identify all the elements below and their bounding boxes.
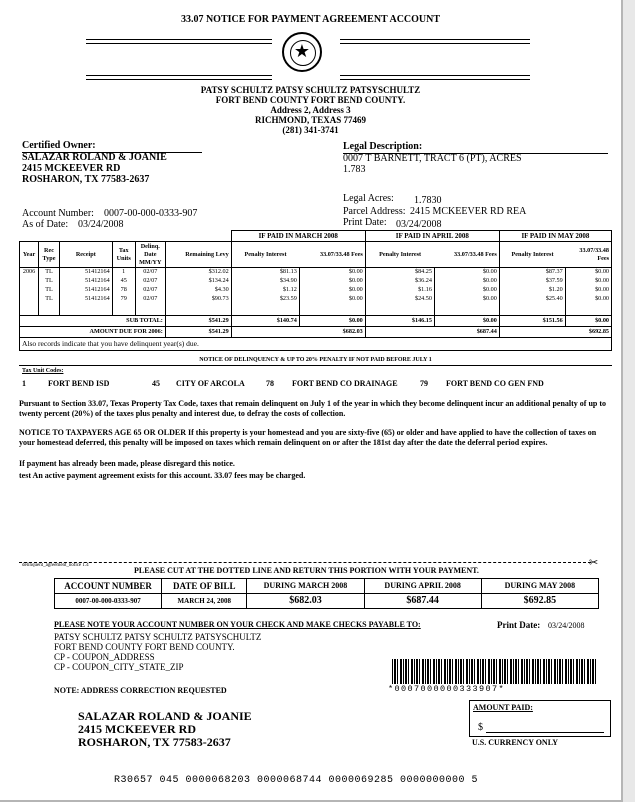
subtotal-apr-fee: $0.00 [434, 316, 499, 327]
tax-unit-name: CITY OF ARCOLA [176, 379, 245, 388]
owner-city: ROSHARON, TX 77583-2637 [22, 174, 150, 185]
payee-block [54, 632, 261, 672]
coupon-account: 0007-00-000-0333-907 [55, 594, 162, 609]
subtotal-mar-fee: $0.00 [299, 316, 365, 327]
tax-unit-name: FORT BEND CO DRAINAGE [292, 379, 398, 388]
col-rec-type: Rec Type [39, 242, 60, 268]
tax-row [20, 268, 612, 277]
amount-paid-label: AMOUNT PAID: [473, 703, 533, 712]
tax-cell-date: 02/07 [135, 277, 165, 286]
legal-acres-value: 1.7830 [414, 195, 442, 206]
col-mar-fees: 33.07/33.48 Fees [299, 242, 365, 268]
account-barcode [392, 659, 597, 684]
address-correction-note: NOTE: ADDRESS CORRECTION REQUESTED [54, 686, 227, 695]
tax-cell-may-fee: $0.00 [565, 295, 611, 304]
seal-rule-right [340, 75, 530, 80]
delinquency-rule [19, 365, 612, 366]
subtotal-levy: $541.29 [165, 316, 231, 327]
subtotal-mar-pi: $140.74 [231, 316, 299, 327]
mail-name: SALAZAR ROLAND & JOANIE [78, 709, 252, 723]
payment-coupon-table [54, 578, 599, 609]
print-date-label: Print Date: [343, 217, 387, 228]
as-of-date-label: As of Date: [22, 219, 69, 230]
coupon-header-row [55, 579, 599, 594]
tax-cell-may-fee: $0.00 [565, 286, 611, 295]
parcel-address-value: 2415 MCKEEVER RD REA [410, 206, 527, 217]
coupon-h-april: DURING APRIL 2008 [364, 579, 481, 594]
tax-cell-may-pi: $87.37 [499, 268, 565, 277]
tax-cell-may-pi: $1.20 [499, 286, 565, 295]
owner-block [22, 152, 167, 185]
legal-line-1: 0007 T BARNETT, TRACT 6 (PT), ACRES [343, 153, 522, 164]
tax-cell-type: TL [39, 277, 60, 286]
tax-cell-levy: $312.02 [165, 268, 231, 277]
subtotal-row [20, 316, 612, 327]
account-number-label: Account Number: [22, 208, 94, 219]
col-year: Year [20, 242, 39, 268]
tax-cell-mar-pi: $81.13 [231, 268, 299, 277]
tax-cell-year [20, 286, 39, 295]
tax-cell-year [20, 295, 39, 304]
tax-cell-mar-fee: $0.00 [299, 286, 365, 295]
tax-unit-codes-list [22, 379, 612, 388]
tax-cell-apr-fee: $0.00 [434, 295, 499, 304]
coupon-h-account: ACCOUNT NUMBER [55, 579, 162, 594]
star-icon: ★ [293, 41, 311, 61]
paid-already-note: If payment has already been made, please disregard this notice. [19, 459, 235, 468]
col-receipt: Receipt [59, 242, 112, 268]
tax-unit-code: 79 [420, 379, 428, 388]
subtotal-label: SUB TOTAL: [20, 316, 166, 327]
over-65-heading: NOTICE TO TAXPAYERS AGE 65 OR OLDER [19, 428, 187, 437]
amount-due-may: $692.85 [499, 327, 611, 338]
cut-instruction: PLEASE CUT AT THE DOTTED LINE AND RETURN THIS PORTION WITH YOUR PAYMENT. [134, 566, 479, 575]
col-may-penalty: Penalty Interest [499, 242, 565, 268]
title-rule-left [86, 39, 272, 44]
tax-detail-table [19, 230, 612, 351]
tax-cell-receipt: 51412164 [59, 268, 112, 277]
coupon-print-date-label: Print Date: [497, 620, 541, 630]
tax-cell-unit: 79 [112, 295, 135, 304]
mail-city: ROSHARON, TX 77583-2637 [78, 735, 231, 749]
owner-label: Certified Owner: [22, 140, 96, 151]
amount-due-label: AMOUNT DUE FOR 2006: [20, 327, 166, 338]
currency-note: U.S. CURRENCY ONLY [472, 738, 559, 747]
tax-unit-code: 78 [266, 379, 274, 388]
tax-cell-mar-pi: $23.59 [231, 295, 299, 304]
tax-cell-mar-pi: $34.90 [231, 277, 299, 286]
mail-address: 2415 MCKEEVER RD [78, 722, 197, 736]
cut-dotted-line [19, 562, 591, 563]
parcel-address-label: Parcel Address: [343, 206, 406, 217]
tax-cell-mar-pi: $1.12 [231, 286, 299, 295]
subtotal-apr-pi: $146.15 [365, 316, 434, 327]
payee-line-3: CP - COUPON_ADDRESS [54, 652, 155, 662]
tax-cell-receipt: 51412164 [59, 277, 112, 286]
office-county: FORT BEND COUNTY FORT BEND COUNTY. [215, 95, 406, 105]
office-phone: (281) 341-3741 [282, 125, 339, 135]
col-delinq-date: Delinq. Date MM/YY [135, 242, 165, 268]
tax-unit-name: FORT BEND CO GEN FND [446, 379, 544, 388]
tax-unit-codes-label: Tax Unit Codes: [22, 368, 64, 374]
coupon-may: $692.85 [481, 594, 598, 609]
seal-rule-left [86, 75, 272, 80]
amount-due-april: $687.44 [365, 327, 499, 338]
subtotal-may-pi: $151.56 [499, 316, 565, 327]
office-address: Address 2, Address 3 [270, 105, 351, 115]
tax-cell-may-pi: $37.59 [499, 277, 565, 286]
coupon-date: MARCH 24, 2008 [162, 594, 247, 609]
tax-cell-levy: $4.30 [165, 286, 231, 295]
over-65-body: If this property is your homestead and you are sixty-five (65) or older and have applied to have the collection of taxes on your homestead deferred, this penalty will be imposed on taxes which remain delinquent on or after the 181st day after the date the deferral period expires. [19, 428, 597, 447]
coupon-h-march: DURING MARCH 2008 [247, 579, 364, 594]
period-march-header: IF PAID IN MARCH 2008 [231, 231, 365, 242]
over-65-paragraph [19, 428, 609, 448]
payee-line-1: PATSY SCHULTZ PATSY SCHULTZ PATSYSCHULTZ [54, 632, 262, 642]
legal-acres-label: Legal Acres: [343, 193, 394, 204]
check-payable-note: PLEASE NOTE YOUR ACCOUNT NUMBER ON YOUR CHECK AND MAKE CHECKS PAYABLE TO: [54, 620, 421, 629]
col-tax-units: Tax Units [112, 242, 135, 268]
agreement-note: test An active payment agreement exists for this account. 33.07 fees may be charged. [19, 471, 306, 480]
coupon-value-row [55, 594, 599, 609]
tax-rows [20, 268, 612, 316]
subtotal-may-fee: $0.00 [565, 316, 611, 327]
legal-block [343, 153, 522, 175]
tax-cell-receipt: 51412164 [59, 295, 112, 304]
as-of-date-value: 03/24/2008 [78, 219, 124, 230]
tax-cell-apr-fee: $0.00 [434, 277, 499, 286]
tax-cell-unit: 78 [112, 286, 135, 295]
mailing-address [78, 710, 252, 749]
tax-cell-apr-pi: $84.25 [365, 268, 434, 277]
tax-cell-mar-fee: $0.00 [299, 295, 365, 304]
amount-due-levy: $541.29 [165, 327, 231, 338]
tax-cell-mar-fee: $0.00 [299, 268, 365, 277]
period-header-row [20, 231, 612, 242]
tax-cell-apr-pi: $36.24 [365, 277, 434, 286]
tax-cell-year: 2006 [20, 268, 39, 277]
account-number-value: 0007-00-000-0333-907 [104, 208, 198, 219]
tax-cell-levy: $134.24 [165, 277, 231, 286]
coupon-h-date: DATE OF BILL [162, 579, 247, 594]
amount-due-march: $682.03 [231, 327, 365, 338]
tax-cell-apr-pi: $24.50 [365, 295, 434, 304]
col-apr-penalty: Penalty Interest [365, 242, 434, 268]
tax-row [20, 277, 612, 286]
print-date-value: 03/24/2008 [396, 219, 442, 230]
legal-line-2: 1.783 [343, 164, 366, 175]
tax-cell-date: 02/07 [135, 295, 165, 304]
col-mar-penalty: Penalty Interest [231, 242, 299, 268]
tax-cell-type: TL [39, 286, 60, 295]
tax-cell-may-fee: $0.00 [565, 268, 611, 277]
delinquent-years-note: Also records indicate that you have delinquent year(s) due. [20, 338, 612, 351]
legal-label: Legal Description: [343, 141, 423, 152]
tax-unit-name: FORT BEND ISD [48, 379, 110, 388]
column-header-row [20, 242, 612, 268]
payee-line-2: FORT BEND COUNTY FORT BEND COUNTY. [54, 642, 235, 652]
tax-unit-code: 45 [152, 379, 160, 388]
tax-cell-type: TL [39, 268, 60, 277]
delinquency-notice: NOTICE OF DELINQUENCY & UP TO 20% PENALTY IF NOT PAID BEFORE JULY 1 [199, 357, 432, 363]
delinquent-years-row [20, 338, 612, 351]
owner-name: SALAZAR ROLAND & JOANIE [22, 152, 167, 163]
tax-cell-type: TL [39, 295, 60, 304]
owner-address: 2415 MCKEEVER RD [22, 163, 121, 174]
payee-line-4: CP - COUPON_CITY_STATE_ZIP [54, 662, 184, 672]
tax-cell-levy: $90.73 [165, 295, 231, 304]
form-id: delinquent_agreement_notice 1.4 [22, 563, 89, 568]
tax-filler-row [20, 304, 612, 316]
notice-title: 33.07 NOTICE FOR PAYMENT AGREEMENT ACCOUNT [180, 14, 441, 25]
tax-office-block [0, 85, 621, 135]
tax-cell-unit: 1 [112, 268, 135, 277]
coupon-h-may: DURING MAY 2008 [481, 579, 598, 594]
tax-cell-mar-fee: $0.00 [299, 277, 365, 286]
tax-row [20, 286, 612, 295]
tax-cell-receipt: 51412164 [59, 286, 112, 295]
scissors-icon: ✂ [589, 557, 599, 569]
tax-cell-may-pi: $25.40 [499, 295, 565, 304]
amount-paid-line[interactable] [486, 732, 604, 733]
tax-cell-apr-fee: $0.00 [434, 286, 499, 295]
coupon-print-date-value: 03/24/2008 [548, 621, 585, 630]
tax-cell-unit: 45 [112, 277, 135, 286]
title-rule-right [340, 39, 530, 44]
amount-paid-box[interactable] [469, 700, 611, 737]
col-may-fees: 33.07/33.48 Fees [565, 242, 611, 268]
tax-unit-code: 1 [22, 379, 26, 388]
amount-due-row [20, 327, 612, 338]
coupon-april: $687.44 [364, 594, 481, 609]
dollar-sign: $ [478, 722, 483, 733]
period-may-header: IF PAID IN MAY 2008 [499, 231, 611, 242]
office-city: RICHMOND, TEXAS 77469 [254, 115, 367, 125]
col-remaining-levy: Remaining Levy [165, 242, 231, 268]
office-name: PATSY SCHULTZ PATSY SCHULTZ PATSYSCHULTZ [200, 85, 421, 95]
scan-line: R30657 045 0000068203 0000068744 0000069285 0000000000 5 [114, 775, 479, 786]
tax-cell-date: 02/07 [135, 268, 165, 277]
tax-cell-year [20, 277, 39, 286]
period-april-header: IF PAID IN APRIL 2008 [365, 231, 499, 242]
tax-cell-date: 02/07 [135, 286, 165, 295]
tax-cell-apr-fee: $0.00 [434, 268, 499, 277]
coupon-march: $682.03 [247, 594, 364, 609]
tax-cell-apr-pi: $1.16 [365, 286, 434, 295]
barcode-text: *0007000000333907* [388, 684, 506, 694]
section-33-paragraph: Pursuant to Section 33.07, Texas Property Tax Code, taxes that remain delinquent on July 1 of the year in which they become delinquent incur an additional penalty of up to twenty percent (20%) of the taxes plus penalty and interest due, to defray the costs of collection. [19, 399, 607, 418]
tax-cell-may-fee: $0.00 [565, 277, 611, 286]
col-apr-fees: 33.07/33.48 Fees [434, 242, 499, 268]
tax-row [20, 295, 612, 304]
